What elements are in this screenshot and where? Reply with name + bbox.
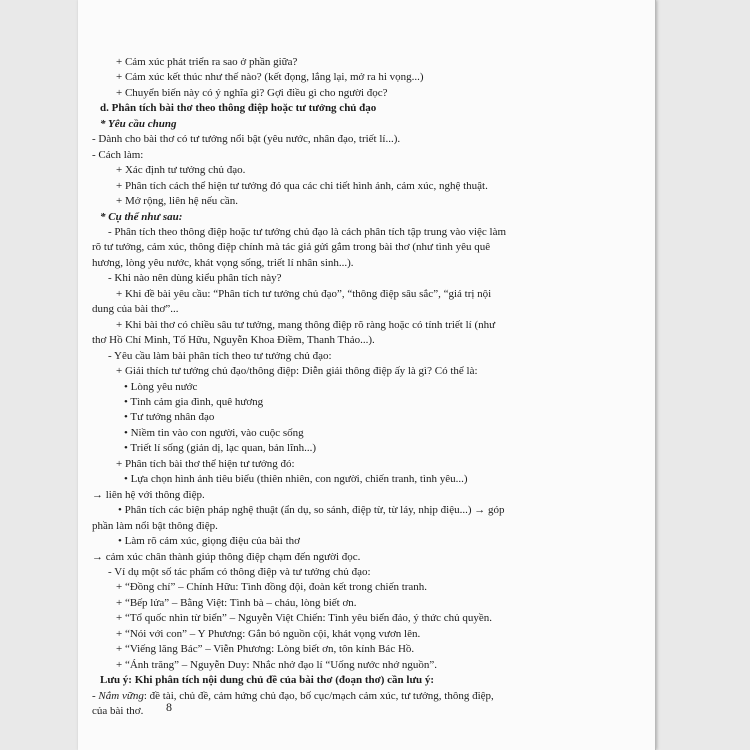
text-line: • Niềm tin vào con người, vào cuộc sống: [124, 426, 304, 439]
text-line: + “Nói với con” – Y Phương: Gắn bó nguồn cội, khát vọng vươn lên.: [116, 627, 421, 640]
text-line: Lưu ý: Khi phân tích nội dung chủ đề của bài thơ (đoạn thơ) cần lưu ý:: [100, 674, 435, 687]
text-line: + “Viếng lăng Bác” – Viễn Phương: Lòng biết ơn, tôn kính Bác Hồ.: [116, 643, 415, 656]
text-line: - Phân tích theo thông điệp hoặc tư tưởng chủ đạo là cách phân tích tập trung vào việc làm: [108, 225, 507, 238]
text-line: + Khi bài thơ có chiều sâu tư tưởng, mang thông điệp rõ ràng hoặc có tính triết lí (như: [116, 318, 496, 331]
text-line: • Tư tưởng nhân đạo: [124, 411, 215, 424]
text-line: + Cảm xúc kết thúc như thế nào? (kết đọng, lắng lại, mở ra hi vọng...): [116, 71, 424, 84]
text-line: • Tình cảm gia đình, quê hương: [124, 395, 264, 408]
text-line: dung của bài thơ”...: [92, 303, 179, 316]
text-line: • Phân tích các biện pháp nghệ thuật (ẩn dụ, so sánh, điệp từ, từ láy, nhịp điệu...) → góp: [118, 504, 505, 517]
text-line: phần làm nổi bật thông điệp.: [92, 519, 218, 532]
line-text: : đề tài, chủ đề, cảm hứng chủ đạo, bố cục/mạch cảm xúc, tư tưởng, thông điệp,: [143, 689, 494, 702]
text-line: • Lòng yêu nước: [124, 380, 198, 393]
text-line: • Làm rõ cảm xúc, giọng điệu của bài thơ: [118, 535, 300, 548]
page-content: [92, 55, 632, 719]
text-line: - Dành cho bài thơ có tư tưởng nổi bật (yêu nước, nhân đạo, triết lí...).: [92, 133, 401, 146]
text-line: + “Bếp lửa” – Bằng Việt: Tình bà – cháu, lòng biết ơn.: [116, 596, 357, 609]
page-edge: [655, 0, 656, 750]
text-line: - Yêu cầu làm bài phân tích theo tư tưởng chủ đạo:: [108, 349, 332, 362]
emphasis-text: - Nắm vững: [92, 689, 144, 702]
text-line: + Phân tích bài thơ thể hiện tư tưởng đó:: [116, 457, 295, 470]
text-line: * Yêu cầu chung: [100, 117, 177, 130]
text-line: hương, lòng yêu nước, khát vọng sống, triết lí nhân sinh...).: [92, 256, 354, 269]
text-line: - Khi nào nên dùng kiểu phân tích này?: [108, 272, 282, 285]
text-line: + Cảm xúc phát triển ra sao ở phần giữa?: [116, 56, 298, 68]
text-line: + “Ánh trăng” – Nguyễn Duy: Nhắc nhở đạo lí “Uống nước nhớ nguồn”.: [116, 658, 438, 671]
text-line: * Cụ thể như sau:: [100, 210, 183, 223]
text-line: [92, 689, 632, 704]
page-number: 8: [166, 700, 172, 714]
text-line: + Chuyển biến này có ý nghĩa gì? Gợi điều gì cho người đọc?: [116, 86, 388, 99]
text-line: + Giải thích tư tưởng chủ đạo/thông điệp: Diễn giải thông điệp ấy là gì? Có thể là:: [116, 365, 478, 378]
text-line: thơ Hồ Chí Minh, Tố Hữu, Nguyễn Khoa Điềm, Thanh Thảo...).: [92, 334, 375, 347]
text-line: • Lựa chọn hình ảnh tiêu biểu (thiên nhiên, con người, chiến tranh, tình yêu...): [124, 473, 468, 486]
text-line: • Triết lí sống (giản dị, lạc quan, bản lĩnh...): [124, 442, 317, 455]
text-line: + Xác định tư tưởng chủ đạo.: [116, 164, 246, 177]
text-line: + “Tổ quốc nhìn từ biển” – Nguyễn Việt Chiến: Tình yêu biển đảo, ý thức chủ quyền.: [116, 612, 493, 625]
text-line: - Ví dụ một số tác phẩm có thông điệp và tư tưởng chủ đạo:: [108, 565, 371, 578]
text-line: rõ tư tưởng, cảm xúc, thông điệp chính mà tác giả gửi gắm trong bài thơ (như tình yêu quê: [92, 241, 491, 254]
text-line: → liên hệ với thông điệp.: [92, 488, 205, 501]
text-line: + Khi đề bài yêu cầu: “Phân tích tư tưởng chủ đạo”, “thông điệp sâu sắc”, “giá trị nội: [116, 287, 492, 300]
text-line: d. Phân tích bài thơ theo thông điệp hoặc tư tưởng chủ đạo: [100, 102, 377, 115]
text-line: + Mở rộng, liên hệ nếu cần.: [116, 195, 238, 208]
text-line: → cảm xúc chân thành giúp thông điệp chạm đến người đọc.: [92, 550, 361, 563]
text-line: - Cách làm:: [92, 148, 144, 161]
text-line: + Phân tích cách thể hiện tư tưởng đó qua các chi tiết hình ảnh, cảm xúc, nghệ thuật.: [116, 179, 488, 192]
text-line: + “Đồng chí” – Chính Hữu: Tình đồng đội, đoàn kết trong chiến tranh.: [116, 581, 428, 594]
text-line: của bài thơ.: [92, 705, 144, 718]
